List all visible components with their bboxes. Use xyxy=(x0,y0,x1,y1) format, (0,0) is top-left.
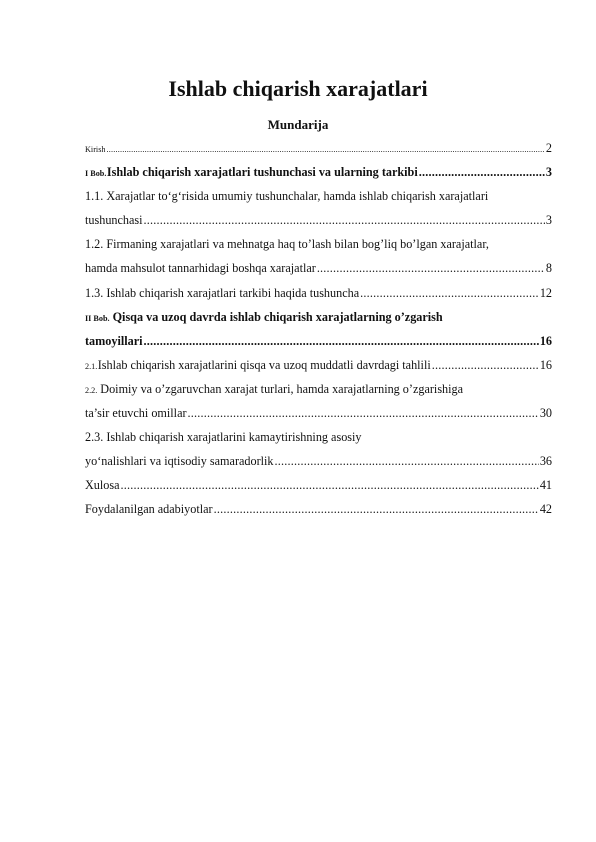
toc-entry-label: Doimiy va o’zgaruvchan xarajat turlari, hamda xarajatlarning o’zgarishiga xyxy=(100,381,464,396)
toc-entry-2-1[interactable] xyxy=(85,353,552,377)
toc-entry-chapter-2[interactable] xyxy=(85,329,552,353)
document-title: Ishlab chiqarish xarajatlari xyxy=(168,76,428,101)
toc-page-number: 36 xyxy=(539,454,552,469)
toc-page-number: 30 xyxy=(539,406,552,421)
toc-entry-label: Ishlab chiqarish xarajatlarini qisqa va uzoq muddatli davrdagi tahlili xyxy=(97,357,431,372)
toc-entry-1-2-line1[interactable]: 1.2. Firmaning xarajatlari va mehnatga haq to’lash bilan bog’liq bo’lgan xarajatlar, xyxy=(85,237,489,252)
toc-entry-chapter-2-line1[interactable] xyxy=(85,305,552,329)
toc-entry-1-3[interactable] xyxy=(85,281,552,305)
toc-leader-dots xyxy=(214,497,539,521)
toc-leader-dots xyxy=(106,138,544,162)
toc-leader-dots xyxy=(144,208,545,232)
toc-entry-label: hamda mahsulot tannarhidagi boshqa xarajatlar xyxy=(85,261,316,276)
toc-section-prefix: 2.1. xyxy=(85,361,98,371)
toc-entry-label: Qisqa va uzoq davrda ishlab chiqarish xarajatlarning o’zgarish xyxy=(112,309,443,324)
toc-entry-2-2[interactable] xyxy=(85,401,552,425)
toc-section-prefix: 2.2. xyxy=(85,385,98,395)
toc-page-number: 3 xyxy=(545,165,552,180)
toc-leader-dots xyxy=(360,281,539,305)
toc-entry-chapter-1[interactable] xyxy=(85,160,552,184)
toc-leader-dots xyxy=(121,473,539,497)
toc-entry-label: tamoyillari xyxy=(85,333,143,348)
toc-entry-label: Xulosa xyxy=(85,478,120,493)
table-of-contents xyxy=(85,136,552,522)
toc-entry-2-3-line1[interactable]: 2.3. Ishlab chiqarish xarajatlarini kamaytirishning asosiy xyxy=(85,430,362,445)
toc-entry-conclusion[interactable] xyxy=(85,473,552,497)
toc-entry-intro[interactable] xyxy=(85,136,552,160)
toc-page-number: 8 xyxy=(545,261,552,276)
toc-entry-1-1-line1[interactable]: 1.1. Xarajatlar to‘g‘risida umumiy tushunchalar, hamda ishlab chiqarish xarajatlari xyxy=(85,189,489,204)
toc-page-number: 3 xyxy=(545,213,552,228)
toc-entry-2-3[interactable] xyxy=(85,449,552,473)
toc-page-number: 2 xyxy=(545,141,552,155)
toc-entry-label: Foydalanilgan adabiyotlar xyxy=(85,502,213,517)
toc-entry-1-2[interactable] xyxy=(85,256,552,280)
toc-entry-label: 1.3. Ishlab chiqarish xarajatlari tarkibi haqida tushuncha xyxy=(85,285,360,300)
toc-entry-2-2-line1[interactable] xyxy=(85,377,552,401)
toc-entry-label: yo‘nalishlari va iqtisodiy samaradorlik xyxy=(85,454,274,469)
toc-leader-dots xyxy=(275,449,539,473)
toc-page-number: 12 xyxy=(539,285,552,300)
toc-entry-label: Kirish xyxy=(85,145,106,154)
toc-heading: Mundarija xyxy=(267,117,329,132)
toc-leader-dots xyxy=(419,160,545,184)
toc-entry-label: Ishlab chiqarish xarajatlari tushunchasi va ularning tarkibi xyxy=(106,165,418,180)
toc-chapter-prefix: I Bob. xyxy=(85,169,107,179)
toc-chapter-prefix: II Bob. xyxy=(85,313,110,323)
toc-leader-dots xyxy=(188,401,539,425)
toc-leader-dots xyxy=(317,256,545,280)
toc-leader-dots xyxy=(144,329,539,353)
toc-entry-label: tushunchasi xyxy=(85,213,143,228)
toc-entry-label: ta’sir etuvchi omillar xyxy=(85,406,187,421)
toc-page-number: 41 xyxy=(539,478,552,493)
toc-leader-dots xyxy=(432,353,539,377)
toc-page-number: 16 xyxy=(539,357,552,372)
toc-entry-references[interactable] xyxy=(85,497,552,521)
toc-entry-1-1[interactable] xyxy=(85,208,552,232)
toc-page-number: 16 xyxy=(539,333,552,348)
toc-page-number: 42 xyxy=(539,502,552,517)
